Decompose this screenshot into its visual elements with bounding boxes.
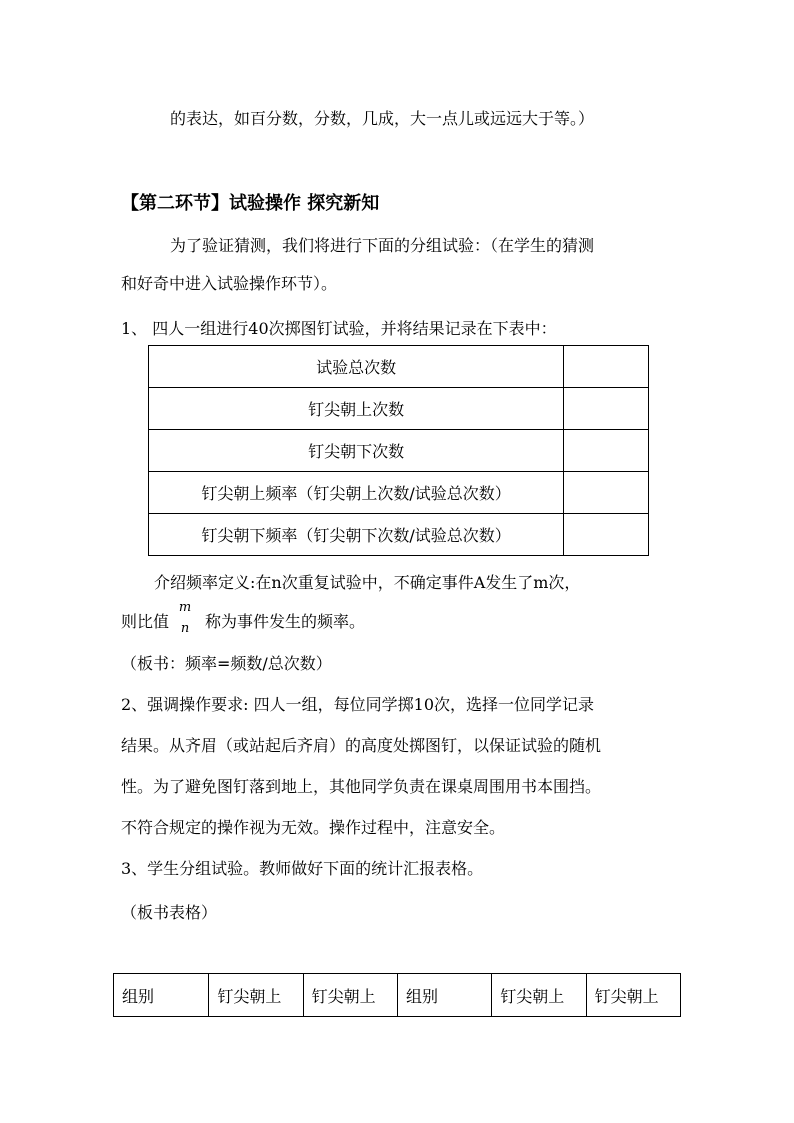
paragraph-line: 不符合规定的操作视为无效。操作过程中，注意安全。: [121, 818, 506, 837]
paragraph-line: 性。为了避免图钉落到地上，其他同学负责在课桌周围用书本围挡。: [121, 777, 602, 796]
table-row: [149, 472, 649, 514]
table-cell-value: [564, 388, 649, 430]
table-cell-label: 钉尖朝上次数: [149, 388, 564, 430]
definition-prefix: 则比值: [121, 612, 170, 631]
table-cell-value: [564, 346, 649, 388]
definition-line: 介绍频率定义:在n次重复试验中，不确定事件A发生了m次，: [154, 573, 581, 592]
paragraph-line: 和好奇中进入试验操作环节）。: [121, 274, 338, 293]
table-row: [114, 974, 681, 1017]
definition-suffix: 称为事件发生的频率。: [205, 612, 366, 631]
board-note: （板书：频率=频数/总次数）: [121, 654, 332, 673]
section-heading: 【第二环节】试验操作 探究新知: [121, 193, 380, 214]
table-cell-label: 试验总次数: [149, 346, 564, 388]
table-row: [149, 388, 649, 430]
list-item-1: 1、 四人一组进行40次掷图钉试验，并将结果记录在下表中：: [121, 319, 557, 338]
table-header-cell: 组别: [114, 974, 209, 1017]
report-table: [113, 973, 681, 1017]
fraction-numerator: m: [178, 600, 192, 615]
intro-line: 的表达，如百分数，分数，几成，大一点儿或远远大于等。）: [170, 109, 595, 128]
paragraph-line: 结果。从齐眉（或站起后齐肩）的高度处掷图钉，以保证试验的随机: [121, 736, 602, 755]
table-cell-value: [564, 472, 649, 514]
table-cell-label: 钉尖朝下频率（钉尖朝下次数/试验总次数）: [149, 514, 564, 556]
record-table: [148, 345, 649, 556]
table-header-cell: 组别: [397, 974, 491, 1017]
fraction-denominator: n: [180, 621, 190, 636]
table-header-cell: 钉尖朝上: [492, 974, 586, 1017]
list-item-3: 3、学生分组试验。教师做好下面的统计汇报表格。: [121, 859, 484, 878]
table-cell-value: [564, 430, 649, 472]
table-cell-label: 钉尖朝上频率（钉尖朝上次数/试验总次数）: [149, 472, 564, 514]
board-table-note: （板书表格）: [121, 903, 218, 922]
table-header-cell: 钉尖朝上: [586, 974, 680, 1017]
fraction: [178, 601, 192, 635]
table-row: [149, 346, 649, 388]
table-header-cell: 钉尖朝上: [209, 974, 303, 1017]
table-row: [149, 430, 649, 472]
table-row: [149, 514, 649, 556]
table-cell-label: 钉尖朝下次数: [149, 430, 564, 472]
table-cell-value: [564, 514, 649, 556]
list-item-2: 2、强调操作要求: 四人一组，每位同学掷10次，选择一位同学记录: [121, 695, 595, 714]
table-header-cell: 钉尖朝上: [303, 974, 397, 1017]
paragraph-line: 为了验证猜测，我们将进行下面的分组试验：（在学生的猜测: [170, 236, 595, 255]
